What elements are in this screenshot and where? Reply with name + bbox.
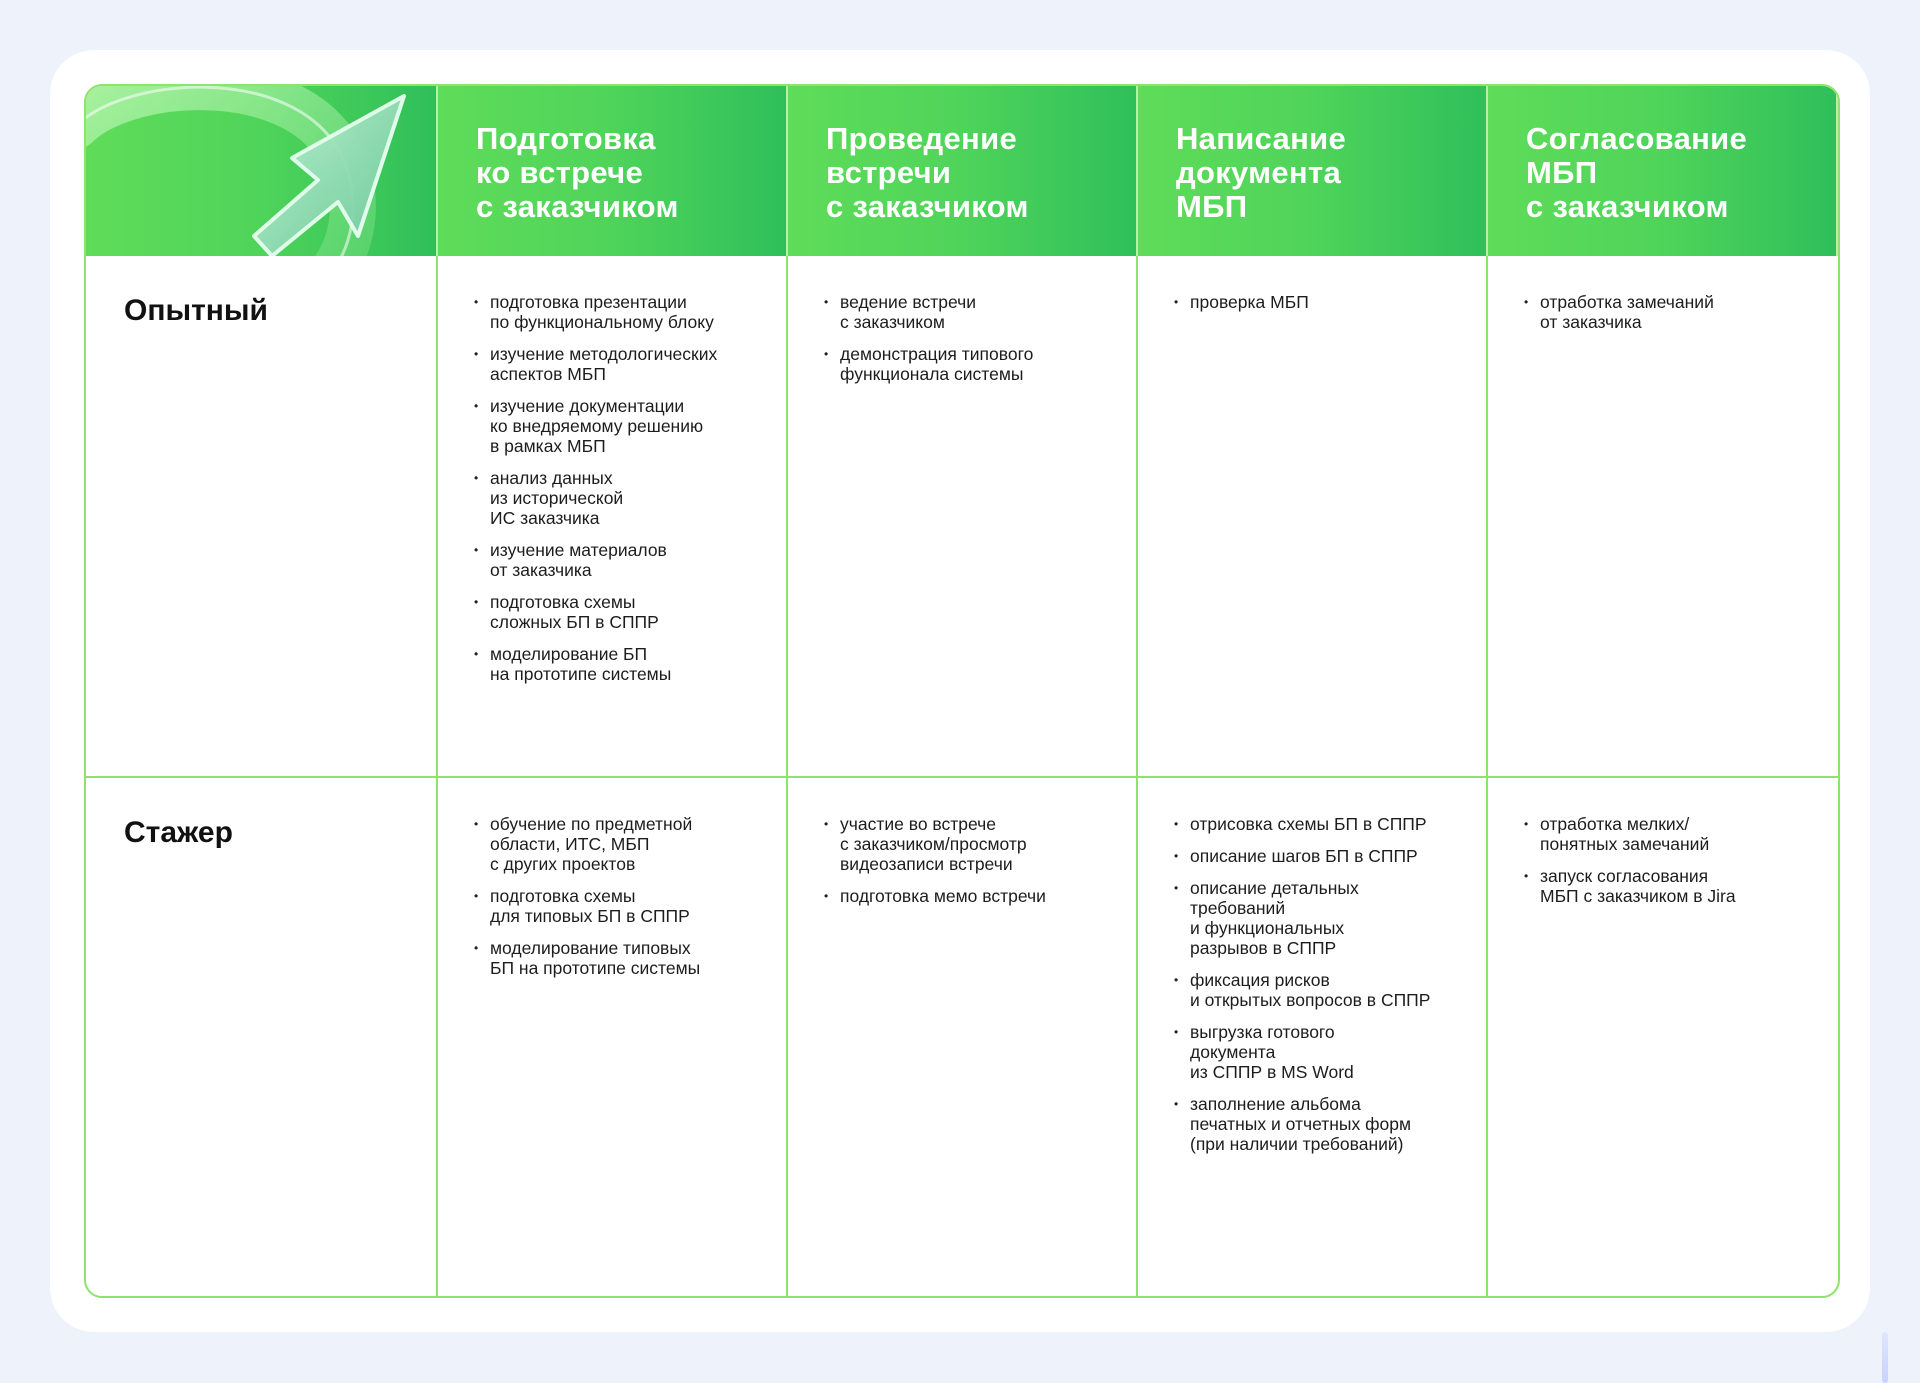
list-item: • отработка мелких/ понятных замечаний <box>1524 814 1818 854</box>
cell-intern-meeting <box>788 776 1138 1296</box>
list-item: • подготовка схемы для типовых БП в СППР <box>474 886 766 926</box>
list-item: • демонстрация типового функционала системы <box>824 344 1116 384</box>
list-item: • анализ данных из исторической ИС заказчика <box>474 468 766 528</box>
list-item: • заполнение альбома печатных и отчетных форм (при наличии требований) <box>1174 1094 1466 1154</box>
cell-intern-approval <box>1488 776 1838 1296</box>
list-item: • участие во встрече с заказчиком/просмотр видеозаписи встречи <box>824 814 1116 874</box>
list-item: • подготовка мемо встречи <box>824 886 1116 906</box>
list-item: • ведение встречи с заказчиком <box>824 292 1116 332</box>
column-header-2: Проведение встречи с заказчиком <box>788 86 1138 256</box>
cell-experienced-approval <box>1488 256 1838 776</box>
list-item: • моделирование типовых БП на прототипе системы <box>474 938 766 978</box>
column-header-1: Подготовка ко встрече с заказчиком <box>438 86 788 256</box>
cell-intern-writing <box>1138 776 1488 1296</box>
cell-experienced-writing <box>1138 256 1488 776</box>
list-item: • отработка замечаний от заказчика <box>1524 292 1818 332</box>
header-corner <box>86 86 438 256</box>
list-item: • моделирование БП на прототипе системы <box>474 644 766 684</box>
cell-intern-preparation <box>438 776 788 1296</box>
arrow-icon <box>86 86 438 256</box>
list-item: • изучение методологических аспектов МБП <box>474 344 766 384</box>
list-item: • выгрузка готового документа из СППР в MS Word <box>1174 1022 1466 1082</box>
cell-experienced-meeting <box>788 256 1138 776</box>
list-item: • изучение документации ко внедряемому решению в рамках МБП <box>474 396 766 456</box>
list-item: • запуск согласования МБП с заказчиком в Jira <box>1524 866 1818 906</box>
list-item: • описание шагов БП в СППР <box>1174 846 1466 866</box>
column-header-3: Написание документа МБП <box>1138 86 1488 256</box>
list-item: • проверка МБП <box>1174 292 1466 312</box>
list-item: • подготовка схемы сложных БП в СППР <box>474 592 766 632</box>
list-item: • описание детальных требований и функциональных разрывов в СППР <box>1174 878 1466 958</box>
list-item: • подготовка презентации по функциональному блоку <box>474 292 766 332</box>
list-item: • изучение материалов от заказчика <box>474 540 766 580</box>
row-label-intern: Стажер <box>86 776 438 1296</box>
column-header-4: Согласование МБП с заказчиком <box>1488 86 1838 256</box>
list-item: • фиксация рисков и открытых вопросов в СППР <box>1174 970 1466 1010</box>
list-item: • отрисовка схемы БП в СППР <box>1174 814 1466 834</box>
scrollbar[interactable] <box>1882 1332 1888 1383</box>
row-label-experienced: Опытный <box>86 256 438 776</box>
roles-table <box>84 84 1840 1298</box>
list-item: • обучение по предметной области, ИТС, МБП с других проектов <box>474 814 766 874</box>
cell-experienced-preparation <box>438 256 788 776</box>
